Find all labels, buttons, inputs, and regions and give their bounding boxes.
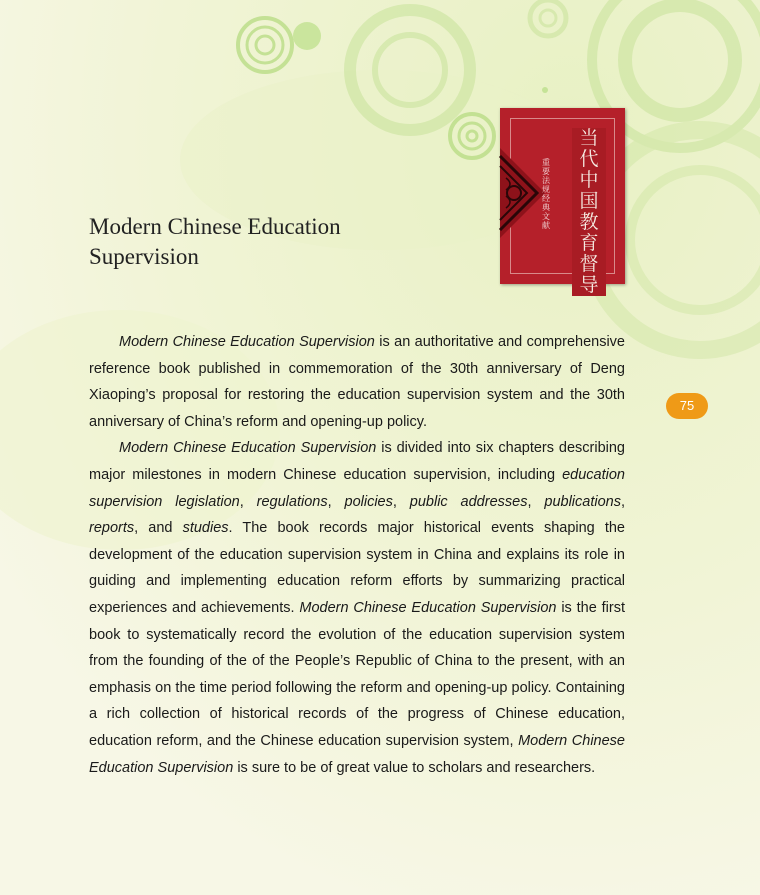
italic-text-run: Modern Chinese Education Supervision: [89, 732, 625, 776]
text-run: ,: [620, 493, 625, 510]
article-body: [89, 329, 625, 781]
text-run: ,: [527, 493, 545, 510]
text-run: is sure to be of great value to scholars and researchers.: [233, 759, 596, 776]
italic-text-run: Modern Chinese Education Supervision: [119, 334, 375, 350]
italic-text-run: Modern Chinese Education Supervision: [119, 440, 377, 457]
italic-text-run: policies: [344, 493, 393, 510]
text-run: ,: [392, 493, 410, 510]
italic-text-run: education supervision legislation: [89, 466, 625, 510]
text-run: is the first book to systematically record the evolution of the education supervision system from the founding of the of the People’s Republic of China to the present, with an emphasis on the time period following the reform and opening-up policy. Containing a rich collection of historical records of the progress of Chinese education, education reform, and the Chinese education supervision system,: [89, 599, 625, 749]
text-run: is divided into six chapters describing major milestones in modern Chinese education supervision, including: [89, 440, 625, 483]
italic-text-run: publications: [544, 493, 621, 510]
book-cover-title: 当代中国教育督导: [572, 128, 606, 296]
title-line-1: Modern Chinese Education: [89, 214, 341, 239]
text-run: ,: [239, 493, 257, 510]
italic-text-run: regulations: [256, 493, 328, 510]
italic-text-run: Modern Chinese Education Supervision: [299, 599, 557, 616]
title-line-2: Supervision: [89, 244, 199, 269]
text-run: , and: [134, 520, 183, 537]
body-paragraph: [89, 329, 625, 435]
text-run: is an authoritative and comprehensive reference book published in commemoration of the 30th anniversary of Deng Xiaoping’s proposal for restoring the education supervision system and the 30th anniversary of China’s reform and opening-up policy.: [89, 334, 625, 430]
italic-text-run: reports: [89, 520, 135, 537]
page-number-badge: 75: [666, 393, 708, 419]
italic-text-run: public addresses: [409, 493, 528, 510]
text-run: ,: [327, 493, 345, 510]
book-cover-image: [500, 108, 625, 296]
article-title: [89, 212, 419, 272]
italic-text-run: studies: [182, 520, 229, 537]
text-run: . The book records major historical events shaping the development of the education supervision system in China and explains its role in guiding and implementing education reform efforts by summarizing practical experiences and achievements.: [89, 520, 625, 616]
body-paragraph: [89, 435, 625, 781]
book-cover-subtitle: 重要法规 经典文献: [542, 158, 550, 230]
